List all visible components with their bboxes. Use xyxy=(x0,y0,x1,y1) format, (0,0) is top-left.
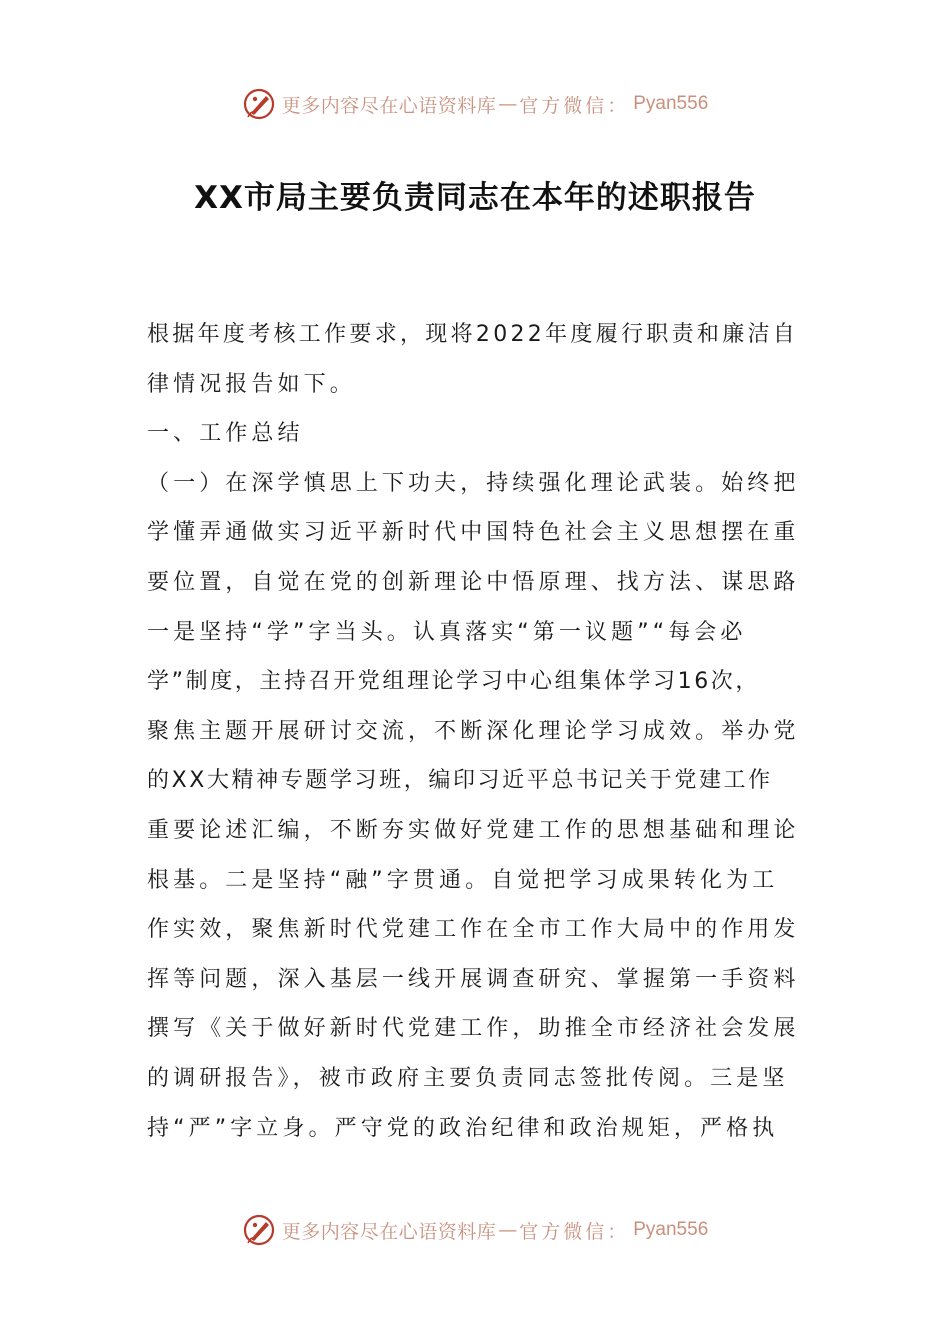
pen-circle-logo-icon xyxy=(242,87,276,121)
watermark-wechat-label: 官方微信： xyxy=(519,94,630,117)
body-line: 一是坚持“学”字当头。认真落实“第一议题”“每会必 xyxy=(147,619,747,645)
body-line: 学”制度，主持召开党组理论学习中心组集体学习16次， xyxy=(147,669,760,695)
header-watermark-banner xyxy=(0,84,950,124)
watermark-text: 更多内容尽在心语资料库 xyxy=(281,94,497,117)
body-line: 的XX大精神专题学习班，编印习近平总书记关于党建工作 xyxy=(147,768,773,794)
watermark-text: 更多内容尽在心语资料库 xyxy=(281,1220,497,1243)
body-line: 聚焦主题开展研讨交流，不断深化理论学习成效。举办党 xyxy=(147,718,800,744)
body-line: 律情况报告如下。 xyxy=(147,371,356,397)
body-line: 根基。二是坚持“融”字贯通。自觉把学习成果转化为工 xyxy=(147,867,779,893)
document-title: XX市局主要负责同志在本年的述职报告 xyxy=(194,180,756,216)
body-line: 作实效，聚焦新时代党建工作在全市工作大局中的作用发 xyxy=(147,917,800,943)
body-line: 的调研报告》，被市政府主要负责同志签批传阅。三是坚 xyxy=(147,1065,789,1091)
footer-watermark-banner xyxy=(0,1210,950,1250)
body-line: 持“严”字立身。严守党的政治纪律和政治规矩，严格执 xyxy=(147,1115,779,1141)
watermark-wechat-id: Pyan556 xyxy=(633,93,709,114)
body-line: 重要论述汇编，不断夯实做好党建工作的思想基础和理论 xyxy=(147,817,800,843)
watermark-wechat-label: 官方微信： xyxy=(519,1220,630,1243)
pen-circle-logo-icon xyxy=(242,1213,276,1247)
body-line: 根据年度考核工作要求，现将2022年度履行职责和廉洁自 xyxy=(147,322,799,347)
watermark-wechat-id: Pyan556 xyxy=(633,1219,709,1240)
watermark-separator: — xyxy=(498,1219,518,1241)
body-line: 挥等问题，深入基层一线开展调查研究、掌握第一手资料 xyxy=(147,966,800,992)
section-heading: 一、工作总结 xyxy=(147,421,304,447)
body-line: 学懂弄通做实习近平新时代中国特色社会主义思想摆在重 xyxy=(147,520,800,546)
body-line: （一）在深学慎思上下功夫，持续强化理论武装。始终把 xyxy=(147,470,800,496)
document-body xyxy=(147,310,807,1153)
body-line: 要位置，自觉在党的创新理论中悟原理、找方法、谋思路 xyxy=(147,569,800,595)
body-line: 撰写《关于做好新时代党建工作，助推全市经济社会发展 xyxy=(147,1016,800,1042)
watermark-separator: — xyxy=(498,93,518,115)
